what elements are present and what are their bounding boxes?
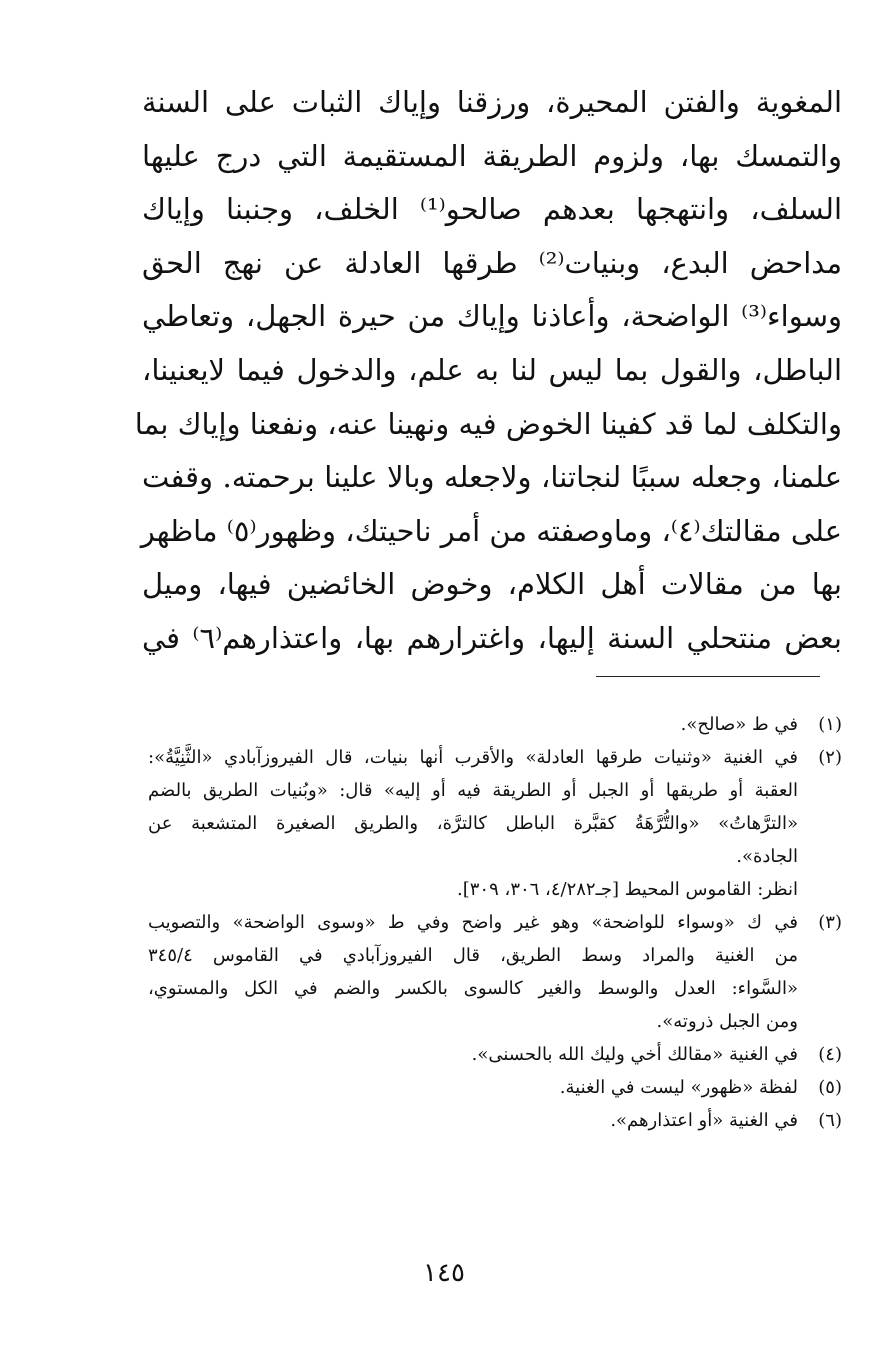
- footnote-line: في الغنية «وثنيات طرقها العادلة» والأقرب أنها بنيات، قال الفيروزآبادي «الثَّنِيَّةُ»:: [148, 747, 798, 768]
- footnote-line: في الغنية «مقالك أخي وليك الله بالحسنى».: [471, 1044, 798, 1065]
- main-text-line: السلف، وانتهجها بعدهم صالحو⁽¹⁾ الخلف، وجنبنا وإياك: [142, 192, 842, 227]
- footnote-line: في الغنية «أو اعتذارهم».: [610, 1110, 798, 1131]
- footnote-number: (١): [818, 714, 842, 735]
- footnote-line: «السَّواء: العدل والوسط والغير كالسوى بالكسر والضم في الكل والمستوي،: [148, 978, 798, 999]
- footnotes-section: [148, 708, 842, 1137]
- main-text-line: المغوية والفتن المحيرة، ورزقنا وإياك الثبات على السنة: [142, 85, 842, 119]
- main-text-line: والتكلف لما قد كفينا الخوض فيه ونهينا عنه، ونفعنا وإياك بما: [134, 406, 842, 441]
- footnote-line: ومن الجبل ذروته».: [656, 1011, 798, 1032]
- footnote-body: [148, 708, 798, 741]
- footnote-body: [148, 1104, 798, 1137]
- footnote-number: (٦): [818, 1110, 842, 1131]
- footnote-number: (٤): [818, 1044, 842, 1065]
- footnote-line: في ط «صالح».: [680, 714, 798, 735]
- footnote-body: [148, 1071, 798, 1104]
- main-text-line: علمنا، وجعله سببًا لنجاتنا، ولاجعله وبالا علينا برحمته. وقفت: [142, 460, 842, 495]
- footnote-number: (٥): [818, 1077, 842, 1098]
- footnote-5: [148, 1071, 842, 1104]
- footnote-line: لفظة «ظهور» ليست في الغنية.: [559, 1077, 798, 1098]
- footnote-body: [148, 1038, 798, 1071]
- main-text-line: والتمسك بها، ولزوم الطريقة المستقيمة التي درج عليها: [142, 138, 842, 173]
- footnote-3: [148, 906, 842, 1038]
- main-text-block: [134, 76, 843, 666]
- main-text-line: الباطل، والقول بما ليس لنا به علم، والدخول فيما لايعنينا،: [142, 352, 842, 387]
- main-text-line: على مقالتك⁽٤⁾، وماوصفته من أمر ناحيتك، وظهور⁽٥⁾ ماظهر: [140, 513, 842, 548]
- footnote-number: (٣): [818, 912, 842, 933]
- footnote-line: من الغنية والمراد وسط الطريق، قال الفيروزآبادي في القاموس ٣٤٥/٤: [148, 945, 798, 966]
- main-text-line: بعض منتحلي السنة إليها، واغترارهم بها، واعتذارهم⁽٦⁾ في: [142, 620, 842, 655]
- main-text-line: بها من مقالات أهل الكلام، وخوض الخائضين فيها، وميل: [142, 567, 842, 602]
- footnote-6: [148, 1104, 842, 1137]
- footnote-number: (٢): [818, 747, 842, 768]
- footnote-separator: [596, 676, 820, 677]
- footnote-line: الجادة».: [736, 846, 798, 867]
- footnote-line: في ك «وسواء للواضحة» وهو غير واضح وفي ط «وسوى الواضحة» والتصويب: [148, 912, 798, 933]
- footnote-4: [148, 1038, 842, 1071]
- page-number: ١٤٥: [423, 1258, 465, 1288]
- footnote-line: «الترَّهاتُ» «والتُّرَّهَةُ كقبَّرة الباطل كالترَّة، والطريق الصغيرة المتشعبة عن: [148, 813, 798, 834]
- footnote-line: انظر: القاموس المحيط [جـ٤/٢٨٢، ٣٠٦، ٣٠٩].: [457, 879, 798, 900]
- footnote-2: [148, 741, 842, 906]
- footnote-body: [148, 741, 798, 906]
- main-text-line: مداحض البدع، وبنيات⁽²⁾ طرقها العادلة عن نهج الحق: [142, 245, 843, 280]
- main-text-line: وسواء⁽³⁾ الواضحة، وأعاذنا وإياك من حيرة الجهل، وتعاطي: [142, 299, 842, 334]
- footnote-1: [148, 708, 842, 741]
- footnote-line: العقبة أو طريقها أو الجبل أو الطريقة فيه أو إليه» قال: «وبُنيات الطريق بالضم: [148, 780, 798, 801]
- footnote-body: [148, 906, 798, 1038]
